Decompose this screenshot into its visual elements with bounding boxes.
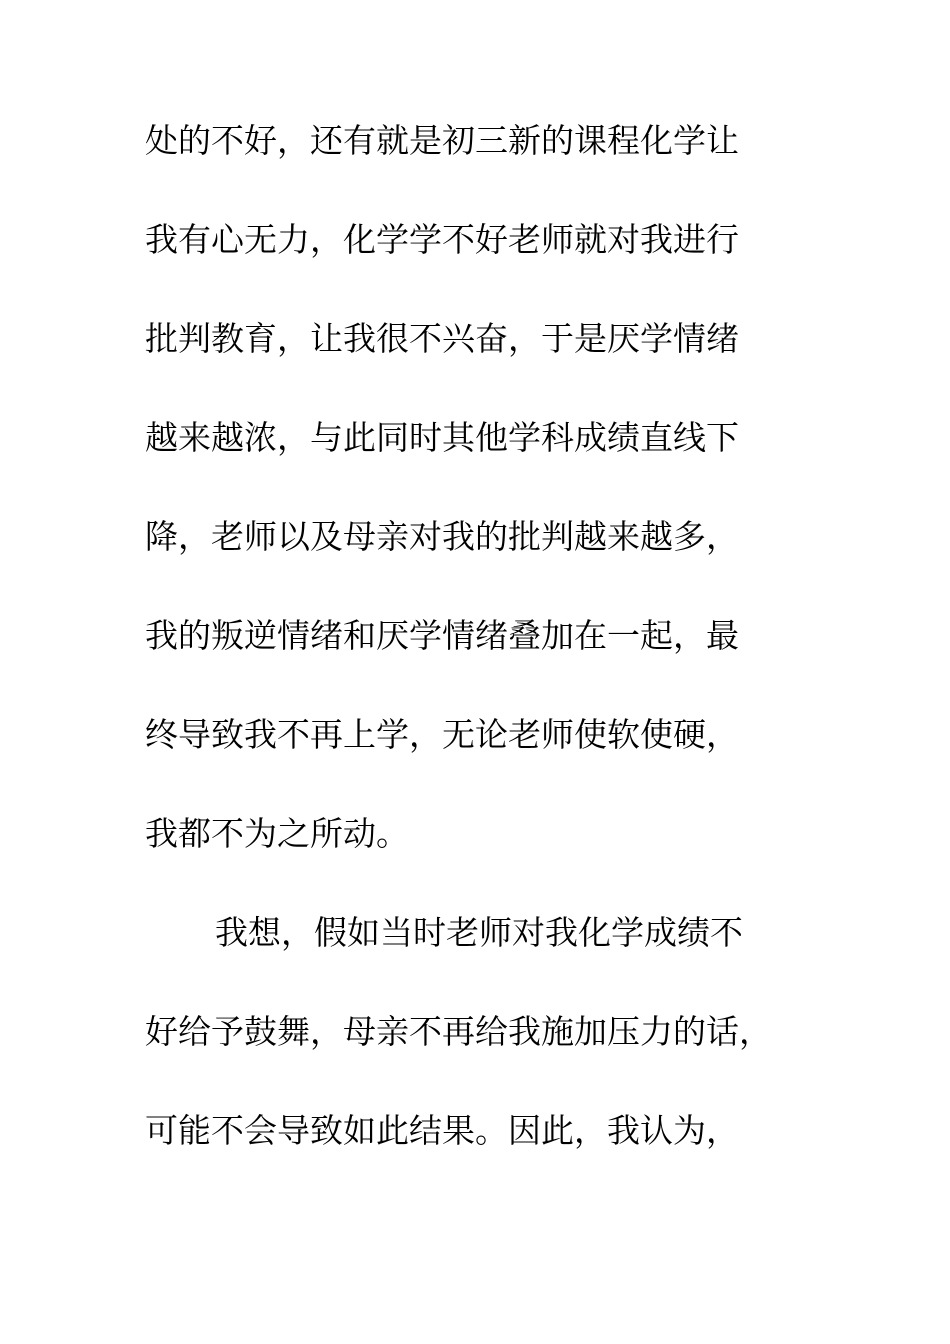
body-text xyxy=(145,121,845,1213)
text-line: 我有心无力，化学学不好老师就对我进行 xyxy=(145,220,739,259)
text-line: 越来越浓，与此同时其他学科成绩直线下 xyxy=(145,418,739,457)
text-line: 终导致我不再上学，无论老师使软使硬， xyxy=(145,715,739,754)
text-line: 我都不为之所动。 xyxy=(145,814,409,853)
text-line: 可能不会导致如此结果。因此，我认为， xyxy=(145,1111,739,1150)
text-line: 好给予鼓舞，母亲不再给我施加压力的话， xyxy=(145,1012,772,1051)
paragraph-start-line: 我想，假如当时老师对我化学成绩不 xyxy=(215,913,743,952)
text-line: 处的不好，还有就是初三新的课程化学让 xyxy=(145,121,739,160)
text-line: 我的叛逆情绪和厌学情绪叠加在一起，最 xyxy=(145,616,739,655)
text-line: 降，老师以及母亲对我的批判越来越多， xyxy=(145,517,739,556)
text-line: 批判教育，让我很不兴奋，于是厌学情绪 xyxy=(145,319,739,358)
